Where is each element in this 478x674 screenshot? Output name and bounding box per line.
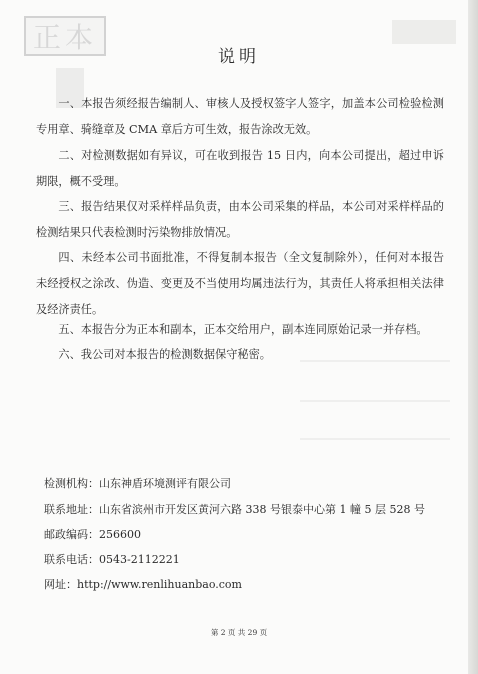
- notice-item-1: 一、本报告须经报告编制人、审核人及授权签字人签字，加盖本公司检验检测专用章、骑缝章及 CMA 章后方可生效，报告涂改无效。: [36, 97, 444, 136]
- watermark-form-line: [300, 400, 450, 402]
- contact-phone: 联系电话：0543-2112221: [44, 553, 180, 566]
- page-title: 说明: [218, 47, 260, 67]
- contact-org: 检测机构：山东神盾环境测评有限公司: [44, 477, 231, 490]
- watermark-form-line: [300, 438, 450, 440]
- watermark-stamp: 正本: [24, 16, 106, 56]
- watermark-logo-fragment: [392, 20, 456, 44]
- page-number: 第 2 页 共 29 页: [210, 628, 268, 637]
- notice-item-5: 五、本报告分为正本和副本，正本交给用户，副本连同原始记录一并存档。: [58, 323, 428, 336]
- page-edge-shadow: [468, 0, 478, 674]
- notice-item-4: 四、未经本公司书面批准，不得复制本报告（全文复制除外），任何对本报告未经授权之涂改、伪造、变更及不当使用均属违法行为，其责任人将承担相关法律及经济责任。: [36, 251, 444, 316]
- contact-website[interactable]: 网址：http://www.renlihuanbao.com: [44, 578, 242, 591]
- notice-item-6: 六、我公司对本报告的检测数据保守秘密。: [58, 348, 271, 361]
- contact-postcode: 邮政编码：256600: [44, 528, 141, 541]
- notice-item-3: 三、报告结果仅对采样样品负责，由本公司采集的样品，本公司对采样样品的检测结果只代表检测时污染物排放情况。: [36, 200, 444, 239]
- notice-item-2: 二、对检测数据如有异议，可在收到报告 15 日内，向本公司提出，超过申诉期限，概不受理。: [36, 149, 444, 188]
- contact-address: 联系地址：山东省滨州市开发区黄河六路 338 号银泰中心第 1 幢 5 层 528 号: [44, 503, 425, 516]
